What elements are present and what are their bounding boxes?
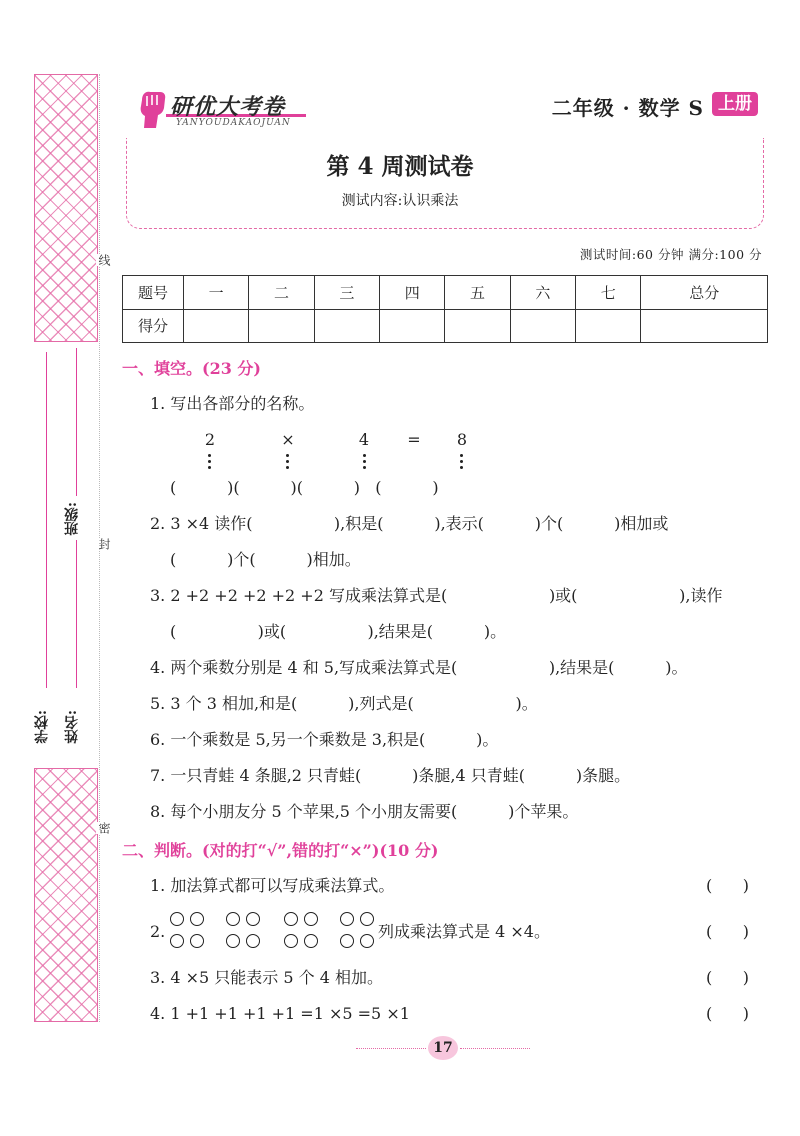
- circle-icon: [304, 934, 318, 948]
- s1-q6: 6. 一个乘数是 5,另一个乘数是 3,积是( )。: [150, 730, 499, 749]
- s2-q4-answer[interactable]: ( ): [706, 1004, 749, 1023]
- s1-q2: 2. 3 ×4 读作( ),积是( ),表示( )个( )相加或: [150, 514, 669, 533]
- decorative-lattice-bottom: [34, 768, 98, 1022]
- score-header-cell: 一: [184, 276, 249, 310]
- grade-subject: 二年级 · 数学 S: [551, 96, 704, 120]
- section1-heading: 一、填空。(23 分): [122, 359, 261, 378]
- circle-icon: [340, 912, 354, 926]
- score-header-cell: 二: [249, 276, 314, 310]
- circle-icon: [170, 912, 184, 926]
- s2-q4: 4. 1 +1 +1 +1 +1 =1 ×5 =5 ×1: [150, 1004, 410, 1023]
- test-content: 测试内容:认识乘法: [341, 193, 459, 209]
- q1-num-2: 2: [204, 430, 216, 449]
- score-header-cell: 五: [445, 276, 510, 310]
- circle-icon: [360, 912, 374, 926]
- circle-icon: [226, 934, 240, 948]
- s1-q3: 3. 2 +2 +2 +2 +2 +2 写成乘法算式是( )或( ),读作: [150, 586, 723, 605]
- q1-times: ×: [281, 430, 295, 449]
- s1-q1-answers[interactable]: ( )( )( ) ( ): [170, 478, 439, 497]
- circle-icon: [340, 934, 354, 948]
- s2-q2-prefix: 2.: [150, 922, 166, 941]
- s1-q3-cont: ( )或( ),结果是( )。: [170, 622, 507, 641]
- seal-feng: 封: [97, 538, 111, 550]
- score-header-cell: 六: [510, 276, 575, 310]
- s2-q3: 3. 4 ×5 只能表示 5 个 4 相加。: [150, 968, 383, 987]
- score-row-label: 得分: [123, 309, 184, 343]
- s1-q2-cont: ( )个( )相加。: [170, 550, 361, 569]
- s1-q5: 5. 3 个 3 相加,和是( ),列式是( )。: [150, 694, 538, 713]
- circle-icon: [284, 934, 298, 948]
- school-line: [46, 352, 47, 688]
- logo-text: 研优大考卷: [170, 95, 286, 120]
- page-number: 17: [428, 1036, 458, 1060]
- s1-q4: 4. 两个乘数分别是 4 和 5,写成乘法算式是( ),结果是( )。: [150, 658, 688, 677]
- score-cell[interactable]: [445, 309, 510, 343]
- q1-equals: =: [407, 430, 421, 449]
- logo: [134, 86, 314, 132]
- score-cell[interactable]: [576, 309, 641, 343]
- q1-dots: [208, 454, 212, 472]
- circle-icon: [360, 934, 374, 948]
- circle-icon: [246, 934, 260, 948]
- circle-icon: [170, 934, 184, 948]
- logo-subtext: YANYOUDAKAOJUAN: [176, 118, 291, 128]
- s1-q1: 1. 写出各部分的名称。: [150, 394, 315, 413]
- score-cell[interactable]: [380, 309, 445, 343]
- q1-dots: [363, 454, 367, 472]
- q1-dots: [286, 454, 290, 472]
- score-header-cell: 总分: [641, 276, 768, 310]
- section2-heading: 二、判断。(对的打“√”,错的打“×”)(10 分): [122, 841, 439, 860]
- score-header-cell: 题号: [123, 276, 184, 310]
- s1-q7: 7. 一只青蛙 4 条腿,2 只青蛙( )条腿,4 只青蛙( )条腿。: [150, 766, 631, 785]
- volume-badge: 上册: [712, 92, 758, 116]
- s1-q8: 8. 每个小朋友分 5 个苹果,5 个小朋友需要( )个苹果。: [150, 802, 579, 821]
- school-label: 学校:: [34, 710, 50, 744]
- score-cell[interactable]: [641, 309, 768, 343]
- score-cell[interactable]: [249, 309, 314, 343]
- circle-icon: [304, 912, 318, 926]
- time-info: 测试时间:60 分钟 满分:100 分: [579, 247, 762, 262]
- q1-num-4: 4: [358, 430, 370, 449]
- fist-logo-icon: [134, 86, 168, 130]
- name-label: 姓名:: [64, 710, 80, 744]
- q1-num-8: 8: [456, 430, 468, 449]
- page-number-line-left: [356, 1048, 426, 1049]
- page-number-line-right: [460, 1048, 530, 1049]
- circle-icon: [190, 934, 204, 948]
- score-cell[interactable]: [510, 309, 575, 343]
- class-label: 班级:: [64, 502, 80, 536]
- score-header-row: [123, 276, 768, 310]
- seal-xian: 线: [97, 254, 111, 266]
- circle-icon: [190, 912, 204, 926]
- class-line: [76, 348, 77, 496]
- score-cell[interactable]: [184, 309, 249, 343]
- seal-mi: 密: [97, 822, 111, 834]
- circle-icon: [246, 912, 260, 926]
- score-header-cell: 七: [576, 276, 641, 310]
- score-table: [122, 275, 768, 343]
- s2-q1-answer[interactable]: ( ): [706, 876, 749, 895]
- score-header-cell: 三: [314, 276, 379, 310]
- class-line-2: [76, 540, 77, 688]
- left-margin-strip: [34, 74, 98, 1022]
- q1-dots: [460, 454, 464, 472]
- score-cell[interactable]: [314, 309, 379, 343]
- s2-q3-answer[interactable]: ( ): [706, 968, 749, 987]
- score-header-cell: 四: [380, 276, 445, 310]
- circle-icon: [284, 912, 298, 926]
- page-title: 第 4 周测试卷: [326, 153, 474, 180]
- s2-q2-answer[interactable]: ( ): [706, 922, 749, 941]
- score-value-row: [123, 309, 768, 343]
- s2-q2-suffix: 列成乘法算式是 4 ×4。: [378, 922, 550, 941]
- s2-q1: 1. 加法算式都可以写成乘法算式。: [150, 876, 395, 895]
- circle-icon: [226, 912, 240, 926]
